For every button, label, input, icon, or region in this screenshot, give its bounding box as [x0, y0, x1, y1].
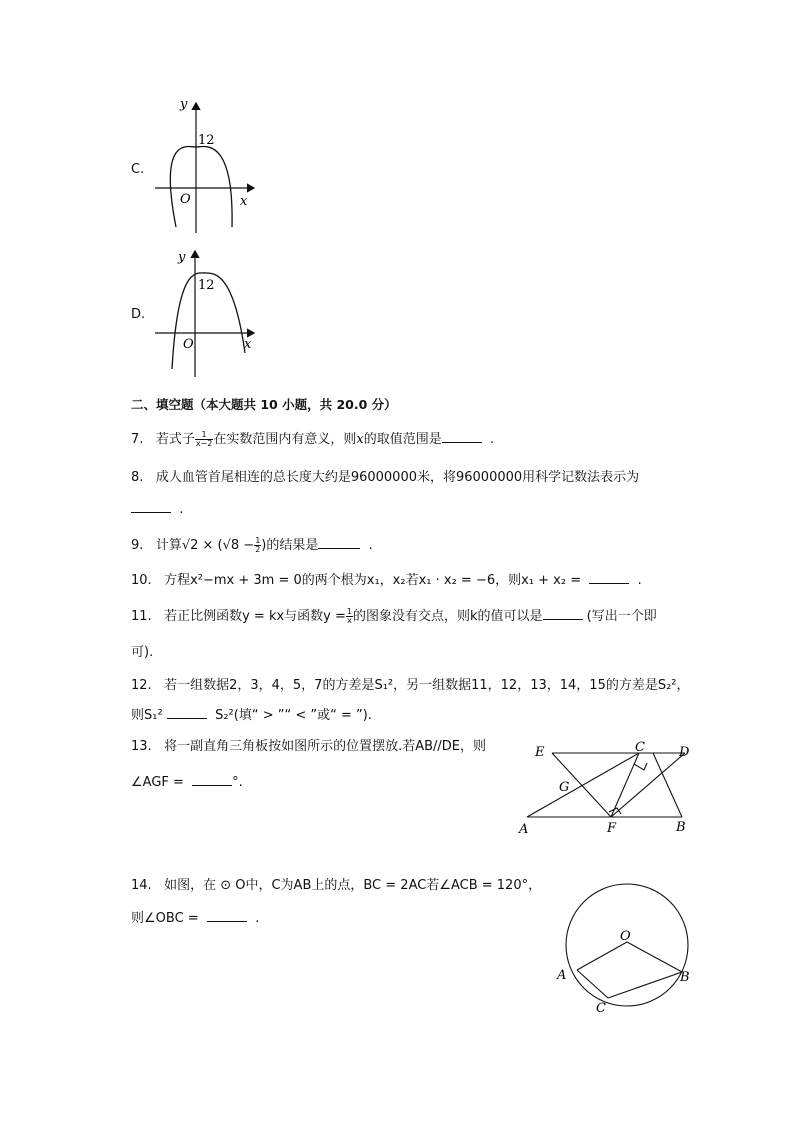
label-G: G [559, 780, 570, 795]
label-O: O [620, 929, 631, 944]
question-text: 若式子 [155, 432, 195, 447]
label-F: F [607, 821, 617, 836]
intercept-label: 12 [198, 133, 215, 148]
answer-blank[interactable] [131, 500, 171, 513]
question-11-line2: 可). [131, 645, 154, 660]
label-A: A [557, 968, 567, 983]
question-7: 7. 若式子 $\frac{1}{x-2}$ 在实数范围内有意义，则x的取值范围是 . [131, 430, 495, 448]
label-D: D [679, 745, 690, 760]
triangle-figure [515, 738, 715, 838]
option-c-parabola-graph [150, 95, 262, 237]
question-number: 7. [131, 432, 144, 447]
question-number: 10. [131, 573, 152, 588]
question-number: 12. [131, 678, 152, 693]
option-d-label: D. [131, 307, 146, 322]
origin-label: O [180, 192, 191, 207]
option-d-parabola-graph [150, 245, 262, 381]
x-axis-label: x [240, 194, 248, 209]
answer-blank[interactable] [543, 607, 583, 620]
answer-blank[interactable] [589, 571, 629, 584]
label-A: A [519, 822, 529, 837]
question-text: 方程x²−mx + 3m = 0的两个根为x₁，x₂若x₁ · x₂ = −6，则x₁ + x₂ = [164, 573, 582, 588]
question-text: 如图，在 ⊙ O中，C为AB上的点，BC = 2AC若∠ACB = 120°， [164, 878, 542, 893]
question-14 [131, 877, 541, 895]
question-number: 11. [131, 609, 152, 624]
question-11: 11. 若正比例函数y = kx与函数y = $\frac{1}{x}$ 的图象没有交点，则k的值可以是 (写出一个即 [131, 607, 657, 625]
question-9: 9. 计算√2 × (√8 − $\frac{1}{2}$ )的结果是 . [131, 536, 373, 554]
label-C: C [596, 1001, 606, 1016]
origin-label: O [183, 337, 194, 352]
segment-BC [653, 753, 682, 817]
circle-figure [552, 870, 702, 1020]
label-C: C [635, 740, 645, 755]
x-axis-label: x [244, 337, 252, 352]
question-text: 成人血管首尾相连的总长度大约是96000000米，将96000000用科学记数法表示为 [155, 470, 640, 485]
fraction: $\frac{1}{2}$ [255, 536, 261, 554]
circle-o [566, 884, 688, 1006]
segment-CF [611, 753, 639, 817]
question-number: 8. [131, 470, 144, 485]
section-title: 二、填空题（本大题共 10 小题，共 20.0 分） [131, 397, 397, 412]
right-angle-mark-c [634, 763, 647, 770]
fraction: $\frac{1}{x}$ [346, 607, 352, 625]
question-12 [131, 677, 690, 695]
option-c-label: C. [131, 162, 145, 177]
fraction: $\frac{1}{x-2}$ [195, 430, 213, 448]
question-text: 若一组数据2，3，4，5，7的方差是S₁²，另一组数据11，12，13，14，15的方差是S₂²， [164, 678, 690, 693]
label-E: E [535, 745, 545, 760]
y-axis-label: y [178, 250, 186, 265]
question-12-line2: 则S₁² S₂²(填“ > ”“ < ”或“ = ”). [131, 708, 372, 723]
parabola-curve [170, 146, 232, 227]
question-number: 13. [131, 739, 152, 754]
label-B: B [676, 820, 686, 835]
answer-blank[interactable] [318, 536, 360, 549]
answer-blank[interactable] [207, 909, 247, 922]
segment-CB [608, 972, 682, 998]
segment-AC [577, 970, 608, 998]
question-10: 10. 方程x²−mx + 3m = 0的两个根为x₁，x₂若x₁ · x₂ = −6，则x₁ + x₂ = . [131, 573, 642, 588]
question-text: 将一副直角三角板按如图所示的位置摆放.若AB//DE，则 [164, 739, 487, 754]
answer-blank[interactable] [192, 773, 232, 786]
question-13 [131, 738, 486, 756]
segment-OA [577, 942, 627, 970]
label-B: B [680, 970, 690, 985]
intercept-label: 12 [198, 278, 215, 293]
question-13-line2: ∠AGF = °. [131, 775, 243, 790]
answer-blank[interactable] [442, 430, 482, 443]
question-14-line2: 则∠OBC = . [131, 911, 260, 926]
answer-blank[interactable] [167, 706, 207, 719]
segment-OB [627, 942, 682, 972]
question-number: 9. [131, 538, 144, 553]
question-8-answer-line: . [131, 500, 183, 519]
question-8 [131, 469, 639, 487]
question-number: 14. [131, 878, 152, 893]
y-axis-label: y [180, 97, 188, 112]
